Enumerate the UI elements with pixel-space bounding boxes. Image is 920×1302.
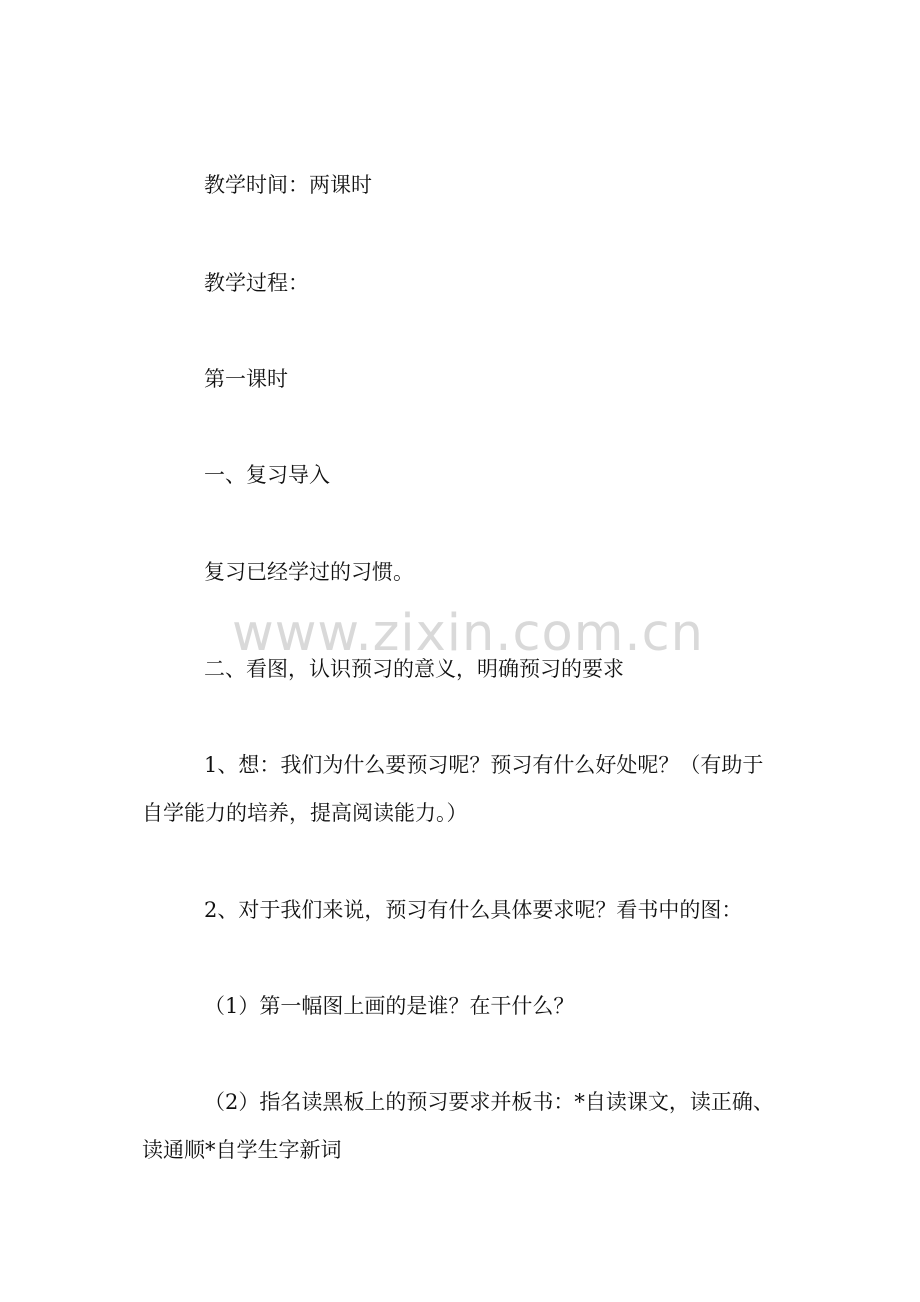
item-1-line-2: 自学能力的培养，提高阅读能力。） xyxy=(142,801,468,825)
section-one-heading: 一、复习导入 xyxy=(204,463,330,487)
teaching-time-line: 教学时间：两课时 xyxy=(204,173,372,197)
watermark-text: www.zixin.com.cn xyxy=(232,604,704,663)
review-habits-line: 复习已经学过的习惯。 xyxy=(204,560,414,584)
sub-item-1-line: （1）第一幅图上画的是谁？在干什么？ xyxy=(204,994,575,1018)
sub-item-2-line-2: 读通顺*自学生字新词 xyxy=(142,1138,342,1162)
section-two-heading: 二、看图，认识预习的意义，明确预习的要求 xyxy=(204,657,624,681)
teaching-process-heading: 教学过程： xyxy=(204,271,309,295)
first-lesson-heading: 第一课时 xyxy=(204,367,288,391)
item-2-line: 2、对于我们来说，预习有什么具体要求呢？看书中的图： xyxy=(204,898,743,922)
item-1-line-1: 1、想：我们为什么要预习呢？预习有什么好处呢？（有助于 xyxy=(204,753,764,777)
sub-item-2-line-1: （2）指名读黑板上的预习要求并板书：*自读课文，读正确、 xyxy=(204,1090,774,1114)
